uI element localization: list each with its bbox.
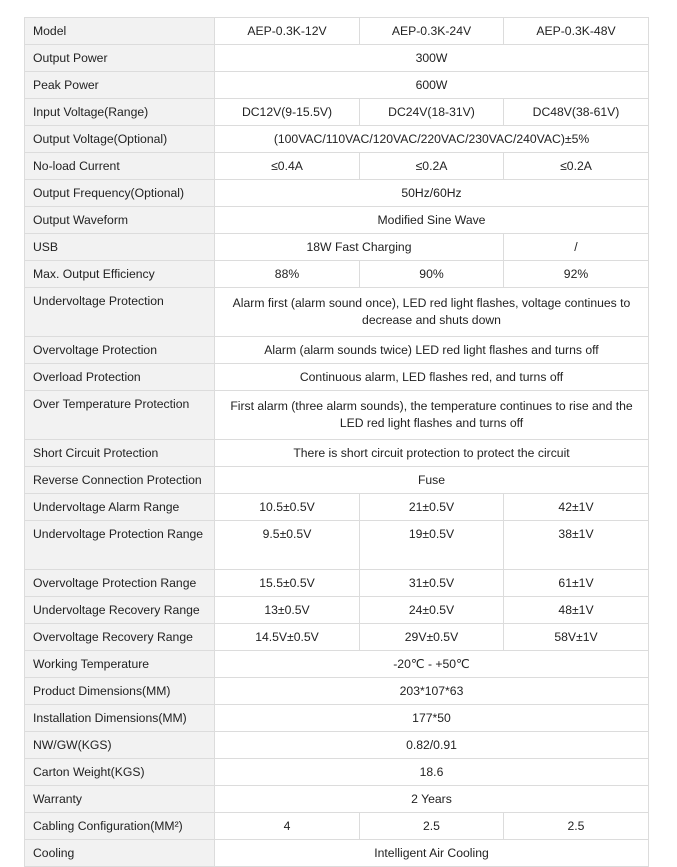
- row-label: Overvoltage Protection: [25, 337, 215, 364]
- row-value: Intelligent Air Cooling: [215, 840, 649, 867]
- row-value: First alarm (three alarm sounds), the temperature continues to rise and the LED red light flashes and turns off: [215, 391, 649, 440]
- table-row: [25, 337, 649, 364]
- row-value: 13±0.5V: [215, 597, 360, 624]
- row-label: Overvoltage Protection Range: [25, 570, 215, 597]
- row-label: Output Frequency(Optional): [25, 180, 215, 207]
- table-row: [25, 391, 649, 440]
- row-value: 31±0.5V: [360, 570, 504, 597]
- row-value: 15.5±0.5V: [215, 570, 360, 597]
- row-value: 50Hz/60Hz: [215, 180, 649, 207]
- table-row: [25, 207, 649, 234]
- row-value: AEP-0.3K-48V: [504, 18, 649, 45]
- row-value: 18W Fast Charging: [215, 234, 504, 261]
- row-label: Working Temperature: [25, 651, 215, 678]
- row-value: Continuous alarm, LED flashes red, and turns off: [215, 364, 649, 391]
- table-row: [25, 261, 649, 288]
- row-label: Reverse Connection Protection: [25, 467, 215, 494]
- row-label: Model: [25, 18, 215, 45]
- table-row: [25, 759, 649, 786]
- table-row: [25, 45, 649, 72]
- row-value: 0.82/0.91: [215, 732, 649, 759]
- row-value: Alarm (alarm sounds twice) LED red light flashes and turns off: [215, 337, 649, 364]
- row-label: Undervoltage Protection Range: [25, 521, 215, 570]
- row-value: 4: [215, 813, 360, 840]
- row-label: Max. Output Efficiency: [25, 261, 215, 288]
- row-value: 29V±0.5V: [360, 624, 504, 651]
- row-value: 9.5±0.5V: [215, 521, 360, 570]
- table-row: [25, 18, 649, 45]
- row-label: Installation Dimensions(MM): [25, 705, 215, 732]
- row-value: 19±0.5V: [360, 521, 504, 570]
- row-value: -20℃ - +50℃: [215, 651, 649, 678]
- row-value: 38±1V: [504, 521, 649, 570]
- table-row: [25, 597, 649, 624]
- row-label: Cooling: [25, 840, 215, 867]
- table-row: [25, 99, 649, 126]
- row-value: AEP-0.3K-24V: [360, 18, 504, 45]
- spec-table-container: [24, 17, 649, 867]
- row-label: Product Dimensions(MM): [25, 678, 215, 705]
- spec-table: [24, 17, 649, 867]
- table-row: [25, 364, 649, 391]
- table-row: [25, 840, 649, 867]
- row-label: Output Voltage(Optional): [25, 126, 215, 153]
- row-value: AEP-0.3K-12V: [215, 18, 360, 45]
- table-row: [25, 234, 649, 261]
- table-row: [25, 153, 649, 180]
- row-value: ≤0.2A: [360, 153, 504, 180]
- table-row: [25, 570, 649, 597]
- row-label: Carton Weight(KGS): [25, 759, 215, 786]
- row-value: 2 Years: [215, 786, 649, 813]
- row-value: 300W: [215, 45, 649, 72]
- row-label: Output Waveform: [25, 207, 215, 234]
- table-row: [25, 288, 649, 337]
- row-value: 92%: [504, 261, 649, 288]
- row-label: Peak Power: [25, 72, 215, 99]
- row-value: 48±1V: [504, 597, 649, 624]
- row-value: DC12V(9-15.5V): [215, 99, 360, 126]
- row-value: 2.5: [504, 813, 649, 840]
- row-value: 10.5±0.5V: [215, 494, 360, 521]
- row-value: DC48V(38-61V): [504, 99, 649, 126]
- row-value: (100VAC/110VAC/120VAC/220VAC/230VAC/240VAC)±5%: [215, 126, 649, 153]
- row-label: Overload Protection: [25, 364, 215, 391]
- table-row: [25, 180, 649, 207]
- table-row: [25, 678, 649, 705]
- row-label: Warranty: [25, 786, 215, 813]
- table-row: [25, 521, 649, 570]
- row-value: ≤0.2A: [504, 153, 649, 180]
- row-label: Short Circuit Protection: [25, 440, 215, 467]
- row-value: DC24V(18-31V): [360, 99, 504, 126]
- row-value: 600W: [215, 72, 649, 99]
- row-value: 203*107*63: [215, 678, 649, 705]
- table-row: [25, 732, 649, 759]
- spec-table-body: [25, 18, 649, 867]
- table-row: [25, 624, 649, 651]
- table-row: [25, 494, 649, 521]
- table-row: [25, 651, 649, 678]
- row-value: 42±1V: [504, 494, 649, 521]
- table-row: [25, 72, 649, 99]
- row-label: Undervoltage Protection: [25, 288, 215, 337]
- table-row: [25, 440, 649, 467]
- row-label: USB: [25, 234, 215, 261]
- row-value: Fuse: [215, 467, 649, 494]
- table-row: [25, 467, 649, 494]
- row-label: Input Voltage(Range): [25, 99, 215, 126]
- row-value: 21±0.5V: [360, 494, 504, 521]
- row-value: Alarm first (alarm sound once), LED red light flashes, voltage continues to decrease and shuts down: [215, 288, 649, 337]
- row-value: 18.6: [215, 759, 649, 786]
- row-value: There is short circuit protection to protect the circuit: [215, 440, 649, 467]
- row-value: 88%: [215, 261, 360, 288]
- table-row: [25, 786, 649, 813]
- row-value: /: [504, 234, 649, 261]
- table-row: [25, 126, 649, 153]
- row-value: 24±0.5V: [360, 597, 504, 624]
- row-label: No-load Current: [25, 153, 215, 180]
- row-label: Cabling Configuration(MM²): [25, 813, 215, 840]
- row-value: 2.5: [360, 813, 504, 840]
- row-value: 61±1V: [504, 570, 649, 597]
- row-value: 177*50: [215, 705, 649, 732]
- row-label: Overvoltage Recovery Range: [25, 624, 215, 651]
- row-label: Undervoltage Alarm Range: [25, 494, 215, 521]
- table-row: [25, 813, 649, 840]
- row-value: ≤0.4A: [215, 153, 360, 180]
- row-value: 90%: [360, 261, 504, 288]
- row-value: 14.5V±0.5V: [215, 624, 360, 651]
- row-label: Output Power: [25, 45, 215, 72]
- row-label: NW/GW(KGS): [25, 732, 215, 759]
- row-value: Modified Sine Wave: [215, 207, 649, 234]
- row-label: Undervoltage Recovery Range: [25, 597, 215, 624]
- row-value: 58V±1V: [504, 624, 649, 651]
- row-label: Over Temperature Protection: [25, 391, 215, 440]
- table-row: [25, 705, 649, 732]
